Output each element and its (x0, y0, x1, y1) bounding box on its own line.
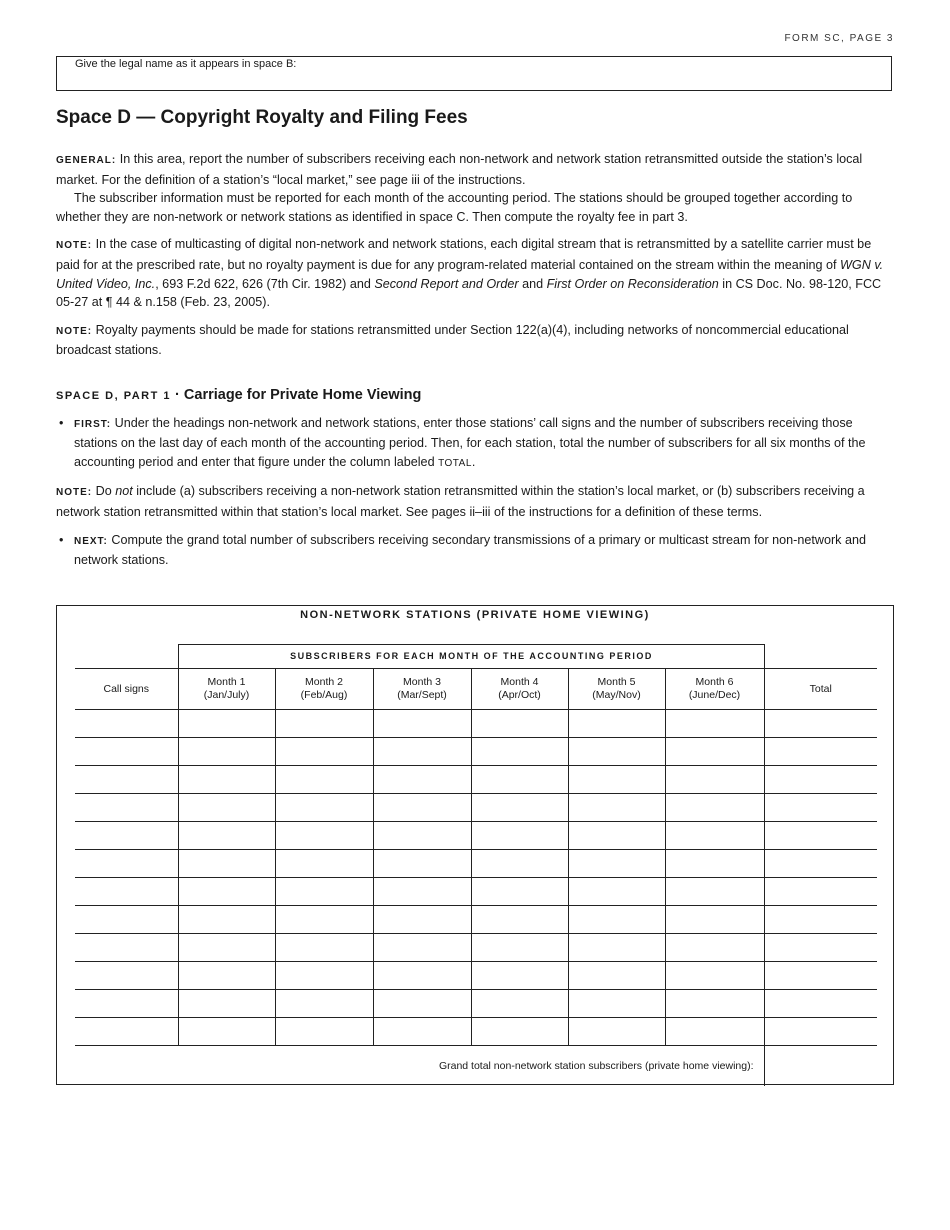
table-row (75, 906, 877, 934)
non-network-stations-table (56, 605, 894, 1085)
note-royalty (56, 321, 892, 360)
month-1-input[interactable] (178, 710, 275, 738)
month-6-input[interactable] (665, 878, 764, 906)
first-label: FIRST: (74, 418, 112, 430)
table-row (75, 878, 877, 906)
month-5-input[interactable] (568, 878, 665, 906)
month-3-input[interactable] (373, 822, 471, 850)
call-sign-input[interactable] (75, 990, 178, 1018)
table-row (75, 962, 877, 990)
total-input[interactable] (764, 822, 877, 850)
month-3-input[interactable] (373, 990, 471, 1018)
case-citation: WGN v. United Video, Inc. (56, 257, 884, 291)
month-5-input[interactable] (568, 794, 665, 822)
total-input[interactable] (764, 906, 877, 934)
instructions (56, 150, 892, 570)
month-4-input[interactable] (471, 878, 568, 906)
first-text: Under the headings non-network and network stations, enter those stations’ call signs and the number of subscribers receiving those stations on the last day of each month of the accounting period. Then, for each station, total the number of subscribers for all six months of the accounting period and enter that figure under the column labeled (74, 415, 866, 469)
col-month-5: Month 5 (May/Nov) (568, 669, 665, 710)
month-2-input[interactable] (275, 710, 373, 738)
month-6-input[interactable] (665, 906, 764, 934)
call-sign-input[interactable] (75, 738, 178, 766)
month-5-input[interactable] (568, 738, 665, 766)
month-5-input[interactable] (568, 1018, 665, 1046)
month-6-input[interactable] (665, 990, 764, 1018)
grand-total-input[interactable] (764, 1046, 877, 1087)
month-1-input[interactable] (178, 962, 275, 990)
month-5-input[interactable] (568, 934, 665, 962)
table-row (75, 794, 877, 822)
total-input[interactable] (764, 878, 877, 906)
legal-name-label: Give the legal name as it appears in space B: (75, 58, 297, 70)
month-4-input[interactable] (471, 710, 568, 738)
col-month-4: Month 4 (Apr/Oct) (471, 669, 568, 710)
table-row (75, 1018, 877, 1046)
month-6-input[interactable] (665, 766, 764, 794)
month-6-input[interactable] (665, 934, 764, 962)
call-sign-input[interactable] (75, 794, 178, 822)
note-exclusion (56, 482, 892, 521)
month-4-input[interactable] (471, 766, 568, 794)
month-6-input[interactable] (665, 850, 764, 878)
month-4-input[interactable] (471, 738, 568, 766)
month-4-input[interactable] (471, 962, 568, 990)
note-emphasis: not (115, 484, 133, 499)
month-1-input[interactable] (178, 990, 275, 1018)
note-text: in CS Doc. No. 98-120, FCC 05-27 at ¶ 44 & n.158 (Feb. 23, 2005). (56, 276, 882, 310)
month-4-input[interactable] (471, 794, 568, 822)
note-text: include (a) subscribers receiving a non-network station retransmitted within the station’s local market, or (b) subscribers receiving a network station retransmitted within that station’s local market. See pages ii–iii of the instructions for a definition of these terms. (56, 484, 865, 519)
call-sign-input[interactable] (75, 878, 178, 906)
next-label: NEXT: (74, 535, 108, 547)
part1-separator: · (175, 386, 180, 403)
table-title: NON-NETWORK STATIONS (PRIVATE HOME VIEWING) (300, 609, 650, 621)
total-input[interactable] (764, 794, 877, 822)
month-2-input[interactable] (275, 1018, 373, 1046)
month-3-input[interactable] (373, 710, 471, 738)
month-3-input[interactable] (373, 766, 471, 794)
col-month-3: Month 3 (Mar/Sept) (373, 669, 471, 710)
table-row (75, 850, 877, 878)
month-2-input[interactable] (275, 822, 373, 850)
total-input[interactable] (764, 710, 877, 738)
month-3-input[interactable] (373, 1018, 471, 1046)
call-sign-input[interactable] (75, 822, 178, 850)
month-4-input[interactable] (471, 990, 568, 1018)
table-row (75, 738, 877, 766)
month-2-input[interactable] (275, 906, 373, 934)
note-text: , 693 F.2d 622, 626 (7th Cir. 1982) and (155, 276, 371, 291)
note-text: Do (95, 484, 112, 499)
legal-name-field[interactable] (56, 56, 892, 91)
month-1-input[interactable] (178, 794, 275, 822)
col-month-2: Month 2 (Feb/Aug) (275, 669, 373, 710)
month-6-input[interactable] (665, 738, 764, 766)
month-4-input[interactable] (471, 850, 568, 878)
month-5-input[interactable] (568, 962, 665, 990)
month-1-input[interactable] (178, 822, 275, 850)
total-input[interactable] (764, 962, 877, 990)
total-input[interactable] (764, 850, 877, 878)
call-sign-input[interactable] (75, 710, 178, 738)
table-row (75, 990, 877, 1018)
table-row (75, 822, 877, 850)
month-2-input[interactable] (275, 934, 373, 962)
total-input[interactable] (764, 738, 877, 766)
next-instruction (56, 531, 892, 570)
month-6-input[interactable] (665, 710, 764, 738)
month-3-input[interactable] (373, 906, 471, 934)
month-2-input[interactable] (275, 794, 373, 822)
month-3-input[interactable] (373, 934, 471, 962)
month-2-input[interactable] (275, 990, 373, 1018)
month-4-input[interactable] (471, 934, 568, 962)
total-input[interactable] (764, 766, 877, 794)
month-3-input[interactable] (373, 962, 471, 990)
month-1-input[interactable] (178, 934, 275, 962)
month-5-input[interactable] (568, 766, 665, 794)
note-label: NOTE: (56, 325, 93, 337)
month-1-input[interactable] (178, 738, 275, 766)
month-4-input[interactable] (471, 906, 568, 934)
month-1-input[interactable] (178, 850, 275, 878)
note-multicasting (56, 235, 892, 311)
col-month-6: Month 6 (June/Dec) (665, 669, 764, 710)
month-4-input[interactable] (471, 1018, 568, 1046)
note-label: NOTE: (56, 487, 93, 499)
month-2-input[interactable] (275, 738, 373, 766)
col-month-1: Month 1 (Jan/July) (178, 669, 275, 710)
month-6-input[interactable] (665, 794, 764, 822)
note-label: NOTE: (56, 240, 93, 252)
first-instruction (56, 414, 892, 474)
total-input[interactable] (764, 934, 877, 962)
month-1-input[interactable] (178, 878, 275, 906)
table-row (75, 710, 877, 738)
table-row (75, 934, 877, 962)
month-3-input[interactable] (373, 878, 471, 906)
month-2-input[interactable] (275, 878, 373, 906)
total-input[interactable] (764, 1018, 877, 1046)
general-paragraph (56, 150, 892, 189)
month-4-input[interactable] (471, 822, 568, 850)
month-5-input[interactable] (568, 906, 665, 934)
call-sign-input[interactable] (75, 850, 178, 878)
next-text: Compute the grand total number of subscribers receiving secondary transmissions of a primary or multicast stream for non-network and network stations. (74, 532, 866, 568)
space-title: Space D — Copyright Royalty and Filing Fees (56, 107, 468, 128)
note-text: In the case of multicasting of digital non-network and network stations, each digital stream that is retransmitted by a satellite carrier must be paid for at the prescribed rate, but no royalty payment is due for any program-related material contained on the stream within the meaning of (56, 237, 872, 272)
form-page-label: FORM SC, PAGE 3 (784, 33, 894, 44)
order-citation: Second Report and Order (374, 276, 519, 291)
call-sign-input[interactable] (75, 1018, 178, 1046)
total-word: TOTAL (438, 457, 472, 469)
months-subheader: SUBSCRIBERS FOR EACH MONTH OF THE ACCOUNTING PERIOD (178, 644, 765, 668)
note-text: Royalty payments should be made for stations retransmitted under Section 122(a)(4), including networks of noncommercial educational broadcast stations. (56, 322, 849, 358)
order-citation: First Order on Reconsideration (546, 276, 719, 291)
subscriber-grid (75, 668, 877, 1086)
month-3-input[interactable] (373, 850, 471, 878)
part1-title (56, 386, 892, 406)
month-1-input[interactable] (178, 1018, 275, 1046)
note-text: and (522, 276, 544, 291)
call-sign-input[interactable] (75, 962, 178, 990)
month-6-input[interactable] (665, 962, 764, 990)
month-6-input[interactable] (665, 1018, 764, 1046)
part1-heading: Carriage for Private Home Viewing (183, 386, 422, 403)
col-call-signs: Call signs (75, 669, 178, 710)
month-5-input[interactable] (568, 850, 665, 878)
month-5-input[interactable] (568, 822, 665, 850)
period: . (471, 454, 476, 469)
general-label: GENERAL: (56, 155, 117, 166)
month-2-input[interactable] (275, 962, 373, 990)
general-text: In this area, report the number of subscribers receiving each non-network and network station retransmitted outside the station’s local market. For the definition of a station’s “local market,” see page iii of the instructions. (56, 152, 863, 187)
month-2-input[interactable] (275, 766, 373, 794)
general-paragraph-2: The subscriber information must be reported for each month of the accounting period. The stations should be grouped together according to whether they are non-network or network stations as identified in space C. Then compute the royalty fee in part 3. (56, 191, 853, 224)
month-6-input[interactable] (665, 822, 764, 850)
month-5-input[interactable] (568, 710, 665, 738)
call-sign-input[interactable] (75, 934, 178, 962)
part1-label: SPACE D, PART 1 (56, 389, 171, 402)
call-sign-input[interactable] (75, 766, 178, 794)
month-3-input[interactable] (373, 794, 471, 822)
month-2-input[interactable] (275, 850, 373, 878)
month-1-input[interactable] (178, 906, 275, 934)
grand-total-label: Grand total non-network station subscribers (private home viewing): (438, 1060, 754, 1072)
call-sign-input[interactable] (75, 906, 178, 934)
month-3-input[interactable] (373, 738, 471, 766)
month-1-input[interactable] (178, 766, 275, 794)
month-5-input[interactable] (568, 990, 665, 1018)
col-total: Total (764, 669, 877, 710)
table-row (75, 766, 877, 794)
total-input[interactable] (764, 990, 877, 1018)
